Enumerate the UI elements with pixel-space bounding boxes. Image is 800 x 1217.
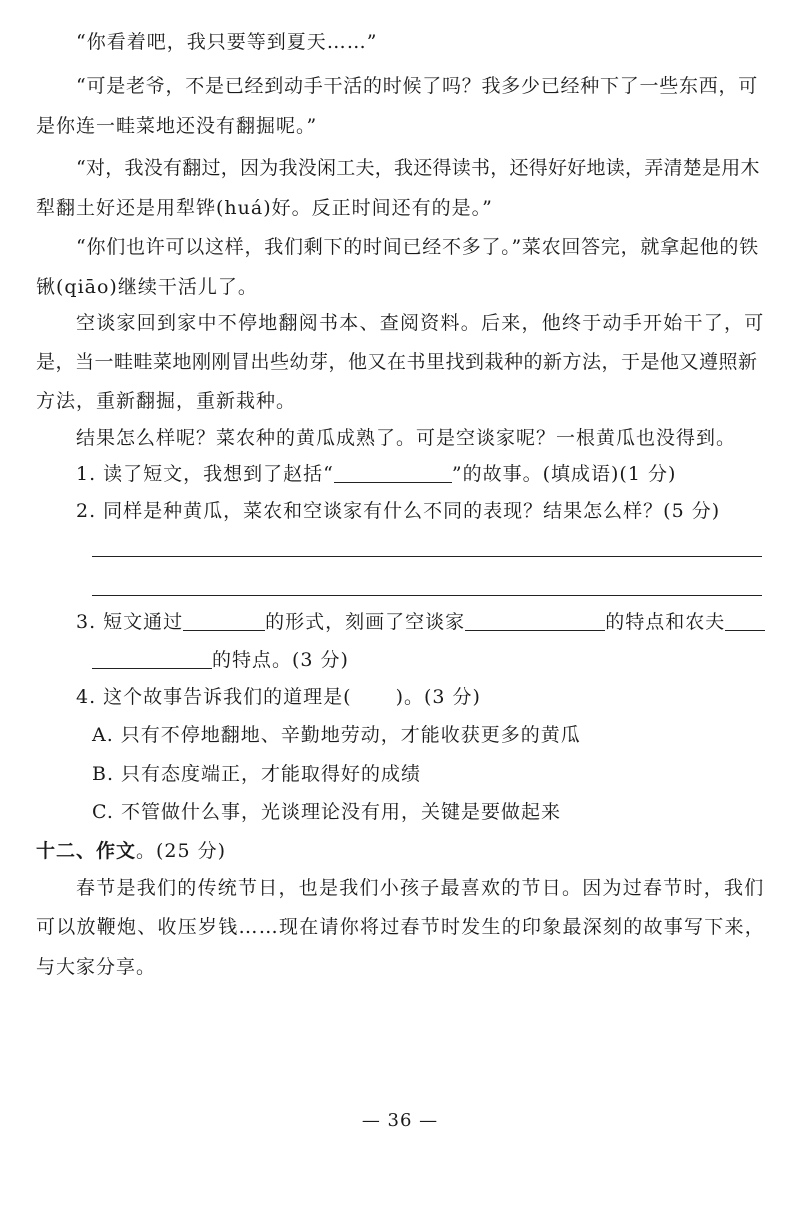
composition-prompt-line-2: 可以放鞭炮、收压岁钱……现在请你将过春节时发生的印象最深刻的故事写下来， [36, 916, 766, 938]
question-2: 2. 同样是种黄瓜，菜农和空谈家有什么不同的表现？结果怎么样？(5 分) [76, 500, 721, 522]
composition-score: 。(25 分) [136, 840, 227, 862]
passage-paragraph-5-line-1: 空谈家回到家中不停地翻阅书本、查阅资料。后来，他终于动手开始干了，可 [76, 312, 765, 334]
question-3-line-2 [92, 648, 349, 672]
passage-paragraph-2-line-1: “可是老爷，不是已经到动手干活的时候了吗？我多少已经种下了一些东西，可 [76, 75, 758, 97]
composition-prompt-line-1: 春节是我们的传统节日，也是我们小孩子最喜欢的节日。因为过春节时，我们 [76, 877, 765, 899]
question-4-option-c: C. 不管做什么事，光谈理论没有用，关键是要做起来 [92, 801, 561, 823]
question-4 [76, 685, 481, 709]
question-4-suffix: )。(3 分) [395, 686, 481, 708]
question-3-mid-2: 的特点和农夫 [605, 611, 726, 633]
question-1-answer-blank[interactable] [334, 464, 452, 483]
passage-paragraph-6: 结果怎么样呢？菜农种的黄瓜成熟了。可是空谈家呢？一根黄瓜也没得到。 [76, 427, 737, 449]
passage-paragraph-4-line-2: 锹(qiāo)继续干活儿了。 [36, 276, 258, 298]
composition-prompt-line-3: 与大家分享。 [36, 956, 157, 978]
passage-paragraph-2-line-2: 是你连一畦菜地还没有翻掘呢。” [36, 115, 318, 137]
question-3-blank-talker-trait[interactable] [465, 612, 605, 631]
question-2-answer-line-1[interactable] [92, 556, 762, 557]
question-3-blank-farmer-trait-start[interactable] [725, 612, 765, 631]
passage-paragraph-3-line-2: 犁翻土好还是用犁铧(huá)好。反正时间还有的是。” [36, 197, 493, 219]
question-3-line-1 [76, 610, 765, 634]
question-3-mid-1: 的形式，刻画了空谈家 [265, 611, 466, 633]
question-4-option-b: B. 只有态度端正，才能取得好的成绩 [92, 763, 422, 785]
passage-paragraph-5-line-3: 方法，重新翻掘，重新栽种。 [36, 390, 297, 412]
question-1-prompt: 1. 读了短文，我想到了赵括“ [76, 463, 334, 485]
question-1 [76, 462, 676, 486]
passage-paragraph-1: “你看着吧，我只要等到夏天……” [76, 31, 378, 53]
question-2-answer-line-2[interactable] [92, 595, 762, 596]
composition-title: 十二、作文 [36, 840, 137, 862]
question-1-suffix: ”的故事。(填成语)(1 分) [451, 463, 677, 485]
composition-heading [36, 839, 226, 863]
question-3-suffix: 的特点。(3 分) [212, 649, 349, 671]
passage-paragraph-3-line-1: “对，我没有翻过，因为我没闲工夫，我还得读书，还得好好地读，弄清楚是用木 [76, 157, 760, 179]
question-3-prompt: 3. 短文通过 [76, 611, 184, 633]
question-3-blank-farmer-trait[interactable] [92, 650, 212, 669]
passage-paragraph-4-line-1: “你们也许可以这样，我们剩下的时间已经不多了。”菜农回答完，就拿起他的铁 [76, 236, 759, 258]
question-4-option-a: A. 只有不停地翻地、辛勤地劳动，才能收获更多的黄瓜 [92, 724, 581, 746]
question-4-prompt: 4. 这个故事告诉我们的道理是( [76, 686, 352, 708]
passage-paragraph-5-line-2: 是，当一畦畦菜地刚刚冒出些幼芽，他又在书里找到栽种的新方法，于是他又遵照新 [36, 351, 758, 373]
page-number: — 36 — [361, 1110, 439, 1131]
question-3-blank-form[interactable] [183, 612, 265, 631]
